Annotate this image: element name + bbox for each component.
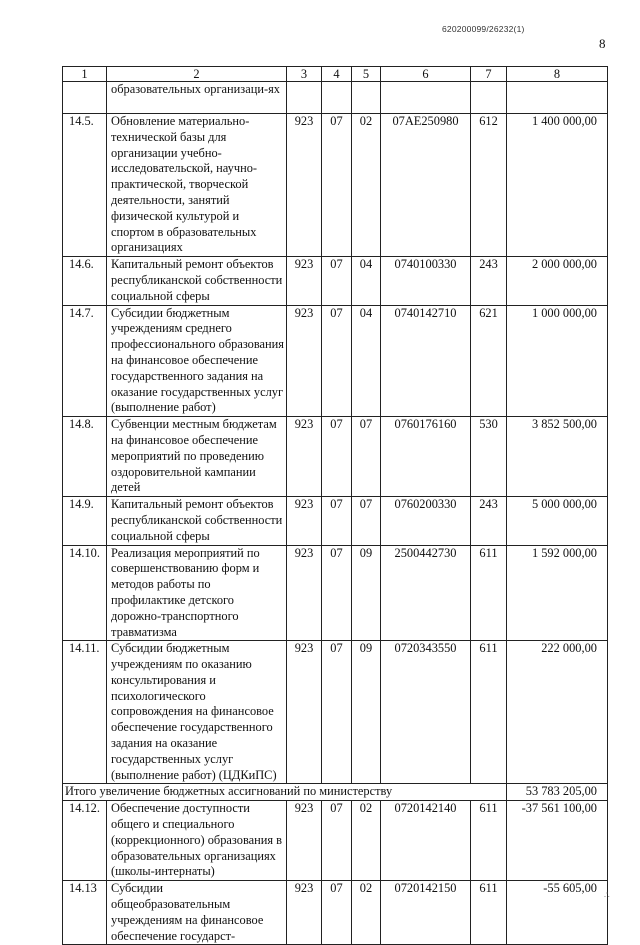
row-description: Реализация мероприятий по совершенствованию форм и методов работы по профилактике детского дорожно-транспортного травматизма — [107, 545, 287, 641]
col-3-value: 923 — [287, 545, 322, 641]
header-col-1: 1 — [63, 67, 107, 82]
row-description: Субвенции местным бюджетам на финансовое обеспечение мероприятий по проведению оздоровительной кампании детей — [107, 417, 287, 497]
row-description: Субсидии бюджетным учреждениям среднего профессионального образования на финансовое обеспечение государственного задания на оказание государственных услуг (выполнение работ) — [107, 305, 287, 417]
col-7-value: 621 — [471, 305, 507, 417]
col-3-value: 923 — [287, 641, 322, 784]
col-7-value: 243 — [471, 257, 507, 305]
col-4-value: 07 — [322, 305, 352, 417]
col-8-amount: 222 000,00 — [507, 641, 608, 784]
col-4-value: 07 — [322, 545, 352, 641]
table-row — [63, 641, 608, 784]
col-7-value: 243 — [471, 497, 507, 545]
col-5-value: 02 — [352, 801, 381, 881]
table-row — [63, 881, 608, 945]
table-row — [63, 497, 608, 545]
table-row — [63, 801, 608, 881]
col-3-value: 923 — [287, 881, 322, 945]
col-3-value: 923 — [287, 801, 322, 881]
header-col-6: 6 — [381, 67, 471, 82]
col-3-value: 923 — [287, 417, 322, 497]
total-value: 53 783 205,00 — [507, 784, 608, 801]
col-8-amount: 2 000 000,00 — [507, 257, 608, 305]
header-col-2: 2 — [107, 67, 287, 82]
col-6-value: 0740142710 — [381, 305, 471, 417]
col-6-value: 0720142140 — [381, 801, 471, 881]
page-number: 8 — [599, 36, 606, 51]
table-row — [63, 114, 608, 257]
header-col-5: 5 — [352, 67, 381, 82]
continuation-row — [63, 82, 608, 114]
col-4-value: 07 — [322, 257, 352, 305]
row-number: 14.7. — [63, 305, 107, 417]
col-3-value: 923 — [287, 497, 322, 545]
header-col-7: 7 — [471, 67, 507, 82]
col-7-value: 611 — [471, 545, 507, 641]
col-6-value: 0760176160 — [381, 417, 471, 497]
header-col-3: 3 — [287, 67, 322, 82]
table-row — [63, 545, 608, 641]
col-4-value: 07 — [322, 641, 352, 784]
col-8-amount: 3 852 500,00 — [507, 417, 608, 497]
row-description: Капитальный ремонт объектов республиканской собственности социальной сферы — [107, 497, 287, 545]
header-col-4: 4 — [322, 67, 352, 82]
column-number-header — [63, 67, 608, 82]
row-number: 14.12. — [63, 801, 107, 881]
col-5-value: 07 — [352, 497, 381, 545]
col-8-amount: -37 561 100,00 — [507, 801, 608, 881]
col-7-value: 612 — [471, 114, 507, 257]
col-6-value: 07АЕ250980 — [381, 114, 471, 257]
row-number: 14.6. — [63, 257, 107, 305]
col-7-value: 611 — [471, 801, 507, 881]
col-6-value: 0740100330 — [381, 257, 471, 305]
col-8-amount: 1 400 000,00 — [507, 114, 608, 257]
budget-table — [62, 66, 608, 945]
row-number: 14.8. — [63, 417, 107, 497]
col-5-value: 04 — [352, 305, 381, 417]
row-number: 14.13 — [63, 881, 107, 945]
col-8-amount: 5 000 000,00 — [507, 497, 608, 545]
scan-mark: ∴ — [604, 890, 610, 900]
row-description: Обновление материально-технической базы для организации учебно-исследовательской, научно-практической, творческой деятельности, занятий физической культурой и спортом в образовательных организациях — [107, 114, 287, 257]
document-id: 620200099/26232(1) — [442, 24, 525, 34]
row-description: Обеспечение доступности общего и специального (коррекционного) образования в образовательных организациях (школы-интернаты) — [107, 801, 287, 881]
table-row — [63, 305, 608, 417]
total-label: Итого увеличение бюджетных ассигнований по министерству — [63, 784, 507, 801]
col-4-value: 07 — [322, 417, 352, 497]
col-5-value: 07 — [352, 417, 381, 497]
col-5-value: 04 — [352, 257, 381, 305]
table-row — [63, 417, 608, 497]
continuation-text: образовательных организаци-ях — [107, 82, 287, 114]
col-4-value: 07 — [322, 114, 352, 257]
col-4-value: 07 — [322, 497, 352, 545]
row-description: Субсидии общеобразовательным учреждениям на финансовое обеспечение государст- — [107, 881, 287, 945]
row-description: Субсидии бюджетным учреждениям по оказанию консультирования и психологического сопровождения на финансовое обеспечение государственного задания на оказание государственных услуг (выполнение работ) (ЦДКиПС) — [107, 641, 287, 784]
col-5-value: 02 — [352, 881, 381, 945]
total-row — [63, 784, 608, 801]
col-3-value: 923 — [287, 114, 322, 257]
col-6-value: 0720142150 — [381, 881, 471, 945]
row-number: 14.9. — [63, 497, 107, 545]
col-5-value: 09 — [352, 545, 381, 641]
col-5-value: 09 — [352, 641, 381, 784]
col-7-value: 611 — [471, 881, 507, 945]
col-7-value: 530 — [471, 417, 507, 497]
col-8-amount: -55 605,00 — [507, 881, 608, 945]
col-3-value: 923 — [287, 305, 322, 417]
col-4-value: 07 — [322, 881, 352, 945]
col-8-amount: 1 000 000,00 — [507, 305, 608, 417]
col-4-value: 07 — [322, 801, 352, 881]
col-3-value: 923 — [287, 257, 322, 305]
row-number: 14.5. — [63, 114, 107, 257]
col-6-value: 2500442730 — [381, 545, 471, 641]
row-number: 14.10. — [63, 545, 107, 641]
table-row — [63, 257, 608, 305]
header-col-8: 8 — [507, 67, 608, 82]
col-6-value: 0720343550 — [381, 641, 471, 784]
col-7-value: 611 — [471, 641, 507, 784]
col-5-value: 02 — [352, 114, 381, 257]
row-description: Капитальный ремонт объектов республиканской собственности социальной сферы — [107, 257, 287, 305]
row-number: 14.11. — [63, 641, 107, 784]
col-8-amount: 1 592 000,00 — [507, 545, 608, 641]
col-6-value: 0760200330 — [381, 497, 471, 545]
